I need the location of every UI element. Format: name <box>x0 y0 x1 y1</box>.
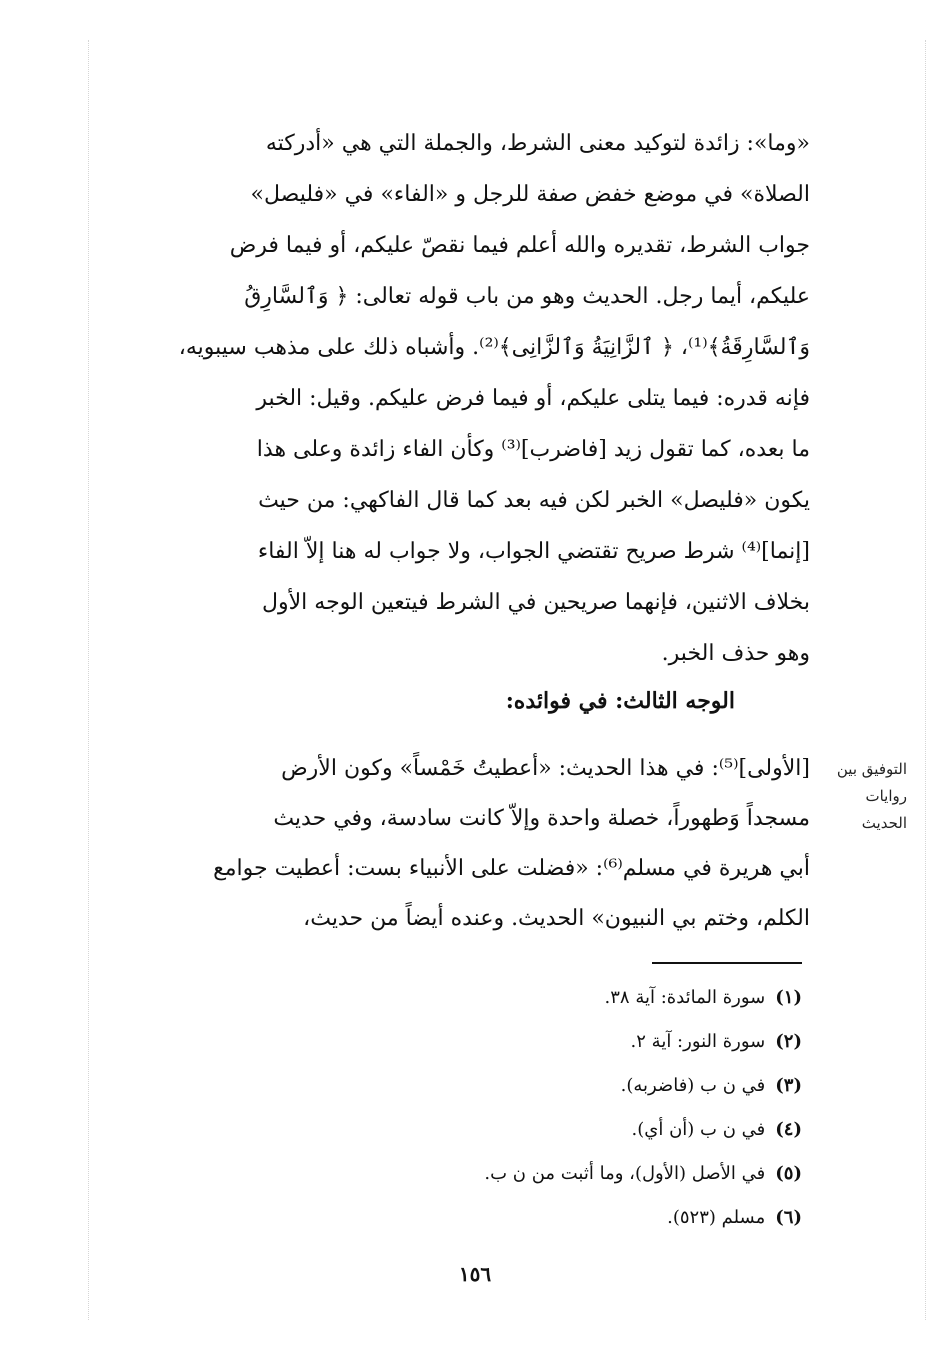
margin-note <box>812 756 907 837</box>
scan-edge-left <box>88 40 90 1320</box>
footnote-text: سورة المائدة: آية ٣٨. <box>604 987 766 1008</box>
text-line: «وما»: زائدة لتوكيد معنى الشرط، والجملة التي هي «أدركته <box>265 131 810 156</box>
text-line: جواب الشرط، تقديره والله أعلم فيما نقصّ عليكم، أو فيما فرض <box>229 233 810 258</box>
text-line: وَٱلسَّارِقَةُ﴾⁽¹⁾، ﴿ ٱلزَّانِيَةُ وَٱلزَّانِى﴾⁽²⁾. وأشباه ذلك على مذهب سيبويه، <box>178 335 810 360</box>
text-line: أبي هريرة في مسلم⁽⁶⁾: «فضلت على الأنبياء بست: أعطيت جوامع <box>213 856 810 881</box>
text-line: فإنه قدره: فيما يتلى عليكم، أو فيما فرض عليكم. وقيل: الخبر <box>256 386 810 411</box>
text-line: [الأولى]⁽⁵⁾: في هذا الحديث: «أعطيتُ خَمْساً» وكون الأرض <box>281 756 810 781</box>
section-heading: الوجه الثالث: في فوائده: <box>505 688 735 714</box>
footnote-text: في الأصل (الأول)، وما أثبت من ن ب. <box>484 1163 766 1184</box>
footnote <box>330 1196 802 1240</box>
margin-note-line: روايات <box>865 787 907 805</box>
footnote <box>330 976 802 1020</box>
scan-edge-right <box>925 40 927 1320</box>
text-line: مسجداً وَطهوراً، خصلة واحدة وإلاّ كانت سادسة، وفي حديث <box>273 806 810 831</box>
second-paragraph <box>130 744 810 944</box>
footnote <box>330 1064 802 1108</box>
footnote-number: (٥) <box>775 1163 802 1184</box>
footnote <box>330 1108 802 1152</box>
page-number: ١٥٦ <box>458 1262 492 1286</box>
footnote <box>330 1152 802 1196</box>
text-line: الكلم، وختم بي النبيون» الحديث. وعنده أيضاً من حديث، <box>303 906 810 931</box>
footnote-separator <box>652 962 802 964</box>
margin-note-line: الحديث <box>861 814 907 832</box>
footnote-number: (٦) <box>775 1207 802 1228</box>
text-line: بخلاف الاثنين، فإنهما صريحين في الشرط فيتعين الوجه الأول <box>262 590 810 615</box>
footnotes <box>330 976 802 1240</box>
footnote-number: (٤) <box>775 1119 802 1140</box>
text-line: [إنما]⁽⁴⁾ شرط صريح تقتضي الجواب، ولا جواب له هنا إلاّ الفاء <box>257 539 810 564</box>
footnote-text: مسلم (٥٢٣). <box>667 1207 766 1228</box>
footnote-text: في ن ب (أن أي). <box>631 1119 766 1140</box>
main-paragraph <box>130 118 810 679</box>
footnote-number: (٣) <box>775 1075 802 1096</box>
text-line: عليكم، أيما رجل. الحديث وهو من باب قوله تعالى: ﴿ وَٱلسَّارِقُ <box>244 284 810 309</box>
footnote-text: في ن ب (فاضربه). <box>620 1075 766 1096</box>
text-line: ما بعده، كما تقول زيد [فاضرب]⁽³⁾ وكأن الفاء زائدة وعلى هذا <box>256 437 810 462</box>
footnote-number: (٢) <box>775 1031 802 1052</box>
margin-note-line: التوفيق بين <box>836 760 907 778</box>
text-line: يكون «فليصل» الخبر لكن فيه بعد كما قال الفاكهي: من حيث <box>258 488 810 513</box>
footnote-text: سورة النور: آية ٢. <box>630 1031 766 1052</box>
footnote <box>330 1020 802 1064</box>
text-line: الصلاة» في موضع خفض صفة للرجل و «الفاء» في «فليصل» <box>250 182 810 207</box>
text-line: وهو حذف الخبر. <box>661 641 810 666</box>
footnote-number: (١) <box>775 987 802 1008</box>
